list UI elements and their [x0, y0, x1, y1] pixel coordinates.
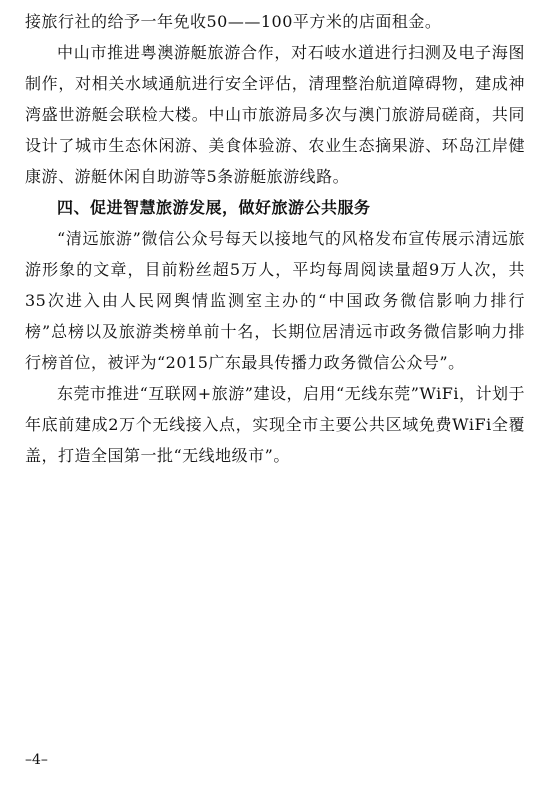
section-heading-smart-tourism: 四、促进智慧旅游发展，做好旅游公共服务: [57, 198, 371, 217]
page-number: –4–: [25, 752, 48, 768]
paragraph-qingyuan-wechat: “清远旅游”微信公众号每天以接地气的风格发布宣传展示清远旅游形象的文章，目前粉丝超5万人，平均每周阅读量超9万人次，共35次进入由人民网舆情监测室主办的“中国政务微信影响力排行榜”总榜以及旅游类榜单前十名，长期位居清远市政务微信影响力排行榜首位，被评为“2015广东最具传播力政务微信公众号”。: [25, 229, 525, 372]
paragraph-dongguan-wifi: 东莞市推进“互联网+旅游”建设，启用“无线东莞”WiFi，计划于年底前建成2万个无线接入点，实现全市主要公共区域免费WiFi全覆盖，打造全国第一批“无线地级市”。: [25, 384, 525, 465]
paragraph-zhongshan-yacht: 中山市推进粤澳游艇旅游合作，对石岐水道进行扫测及电子海图制作，对相关水域通航进行安全评估，清理整治航道障碍物，建成神湾盛世游艇会联检大楼。中山市旅游局多次与澳门旅游局磋商，共同设计了城市生态休闲游、美食体验游、农业生态摘果游、环岛江岸健康游、游艇休闲自助游等5条游艇旅游线路。: [25, 43, 525, 186]
paragraph-continuation: 接旅行社的给予一年免收50——100平方米的店面租金。: [25, 12, 442, 31]
